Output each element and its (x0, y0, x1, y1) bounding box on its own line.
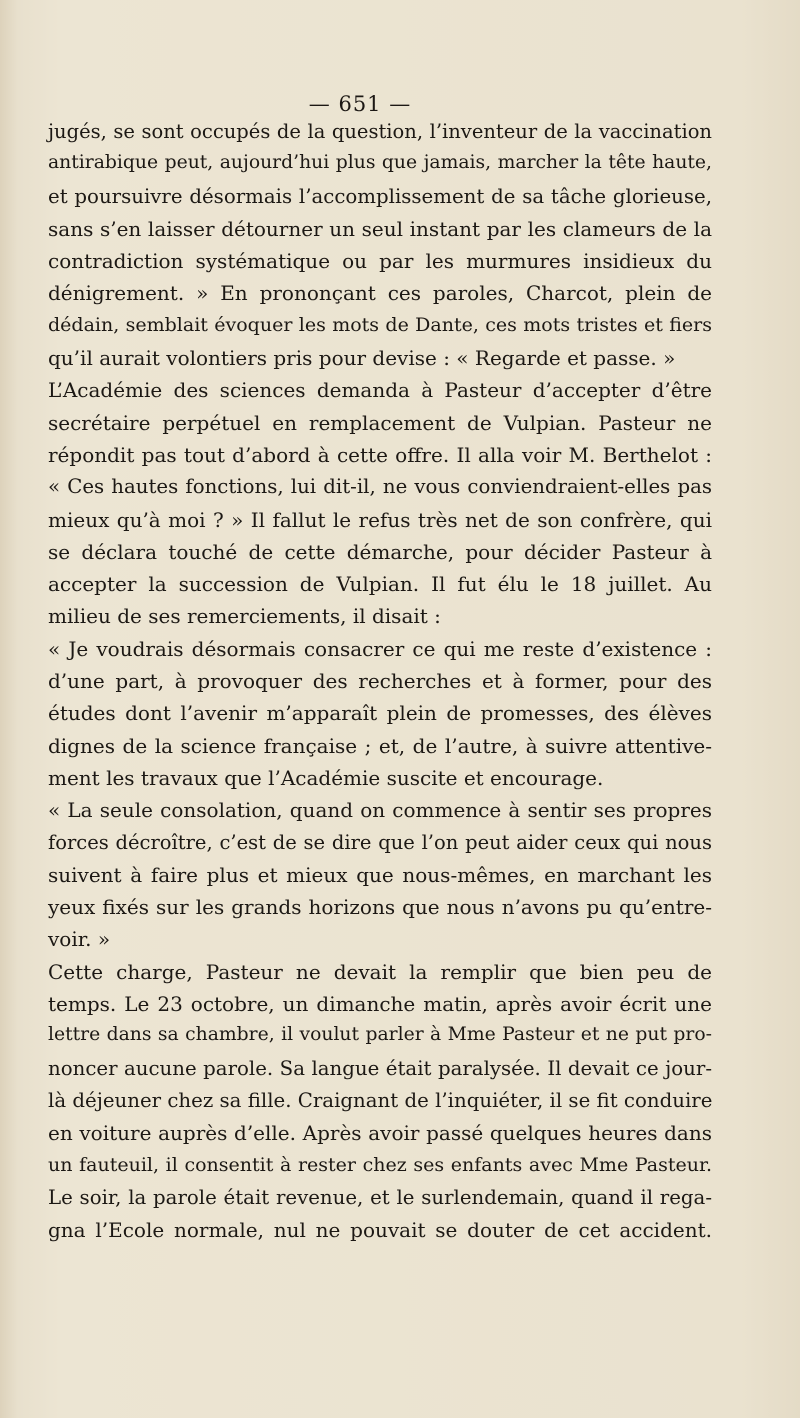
text-line: « La seule consolation, quand on commence à sentir ses propres (48, 798, 712, 823)
page-number: — 651 — (308, 92, 412, 116)
text-line: en voiture auprès d’elle. Après avoir passé quelques heures dans (48, 1121, 712, 1146)
text-line: ment les travaux que l’Académie suscite et encourage. (48, 765, 604, 790)
text-line: études dont l’avenir m’apparaît plein de promesses, des élèves (48, 701, 712, 726)
text-line: dédain, semblait évoquer les mots de Dante, ces mots tristes et fiers (48, 313, 712, 336)
text-line: sans s’en laisser détourner un seul instant par les clameurs de la (48, 216, 712, 241)
text-line: lettre dans sa chambre, il voulut parler à Mme Pasteur et ne put pro- (48, 1024, 712, 1046)
text-line: yeux fixés sur les grands horizons que nous n’avons pu qu’entre- (48, 895, 712, 920)
text-line: un fauteuil, il consentit à rester chez ses enfants avec Mme Pasteur. (48, 1153, 712, 1176)
text-line: temps. Le 23 octobre, un dimanche matin, après avoir écrit une (48, 992, 712, 1017)
text-line: suivent à faire plus et mieux que nous-mêmes, en marchant les (48, 862, 712, 887)
text-line: L’Académie des sciences demanda à Pasteur d’accepter d’être (48, 378, 712, 403)
text-line: Le soir, la parole était revenue, et le surlendemain, quand il rega- (48, 1185, 712, 1209)
text-line: mieux qu’à moi ? » Il fallut le refus très net de son confrère, qui (48, 507, 712, 532)
text-line: accepter la succession de Vulpian. Il fut élu le 18 juillet. Au (48, 572, 712, 597)
text-line: qu’il aurait volontiers pris pour devise : « Regarde et passe. » (48, 346, 676, 371)
text-line: « Je voudrais désormais consacrer ce qui me reste d’existence : (48, 636, 712, 661)
text-line: se déclara touché de cette démarche, pour décider Pasteur à (48, 539, 712, 564)
text-line: noncer aucune parole. Sa langue était paralysée. Il devait ce jour- (48, 1056, 712, 1080)
text-line: antirabique peut, aujourd’hui plus que jamais, marcher la tête haute, (48, 152, 712, 174)
text-line: d’une part, à provoquer des recherches et à former, pour des (48, 669, 712, 694)
text-line: secrétaire perpétuel en remplacement de Vulpian. Pasteur ne (48, 410, 712, 435)
text-line: et poursuivre désormais l’accomplissement de sa tâche glorieuse, (48, 184, 712, 208)
text-line: Cette charge, Pasteur ne devait la remplir que bien peu de (48, 959, 712, 984)
text-line: jugés, se sont occupés de la question, l’inventeur de la vaccination (48, 120, 712, 143)
text-line: là déjeuner chez sa fille. Craignant de l’inquiéter, il se fit conduire (48, 1088, 713, 1112)
text-line: « Ces hautes fonctions, lui dit-il, ne vous conviendraient-elles pas (48, 475, 712, 499)
text-line: contradiction systématique ou par les murmures insidieux du (48, 249, 712, 274)
text-line: dénigrement. » En prononçant ces paroles, Charcot, plein de (48, 281, 712, 306)
body-text (48, 120, 712, 1250)
text-line: milieu de ses remerciements, il disait : (48, 604, 441, 629)
text-line: forces décroître, c’est de se dire que l’on peut aider ceux qui nous (48, 830, 712, 854)
text-line: voir. » (48, 927, 111, 952)
text-line: gna l’Ecole normale, nul ne pouvait se douter de cet accident. (48, 1218, 712, 1243)
text-line: dignes de la science française ; et, de l’autre, à suivre attentive- (48, 733, 712, 758)
text-line: répondit pas tout d’abord à cette offre. Il alla voir M. Berthelot : (48, 442, 712, 467)
